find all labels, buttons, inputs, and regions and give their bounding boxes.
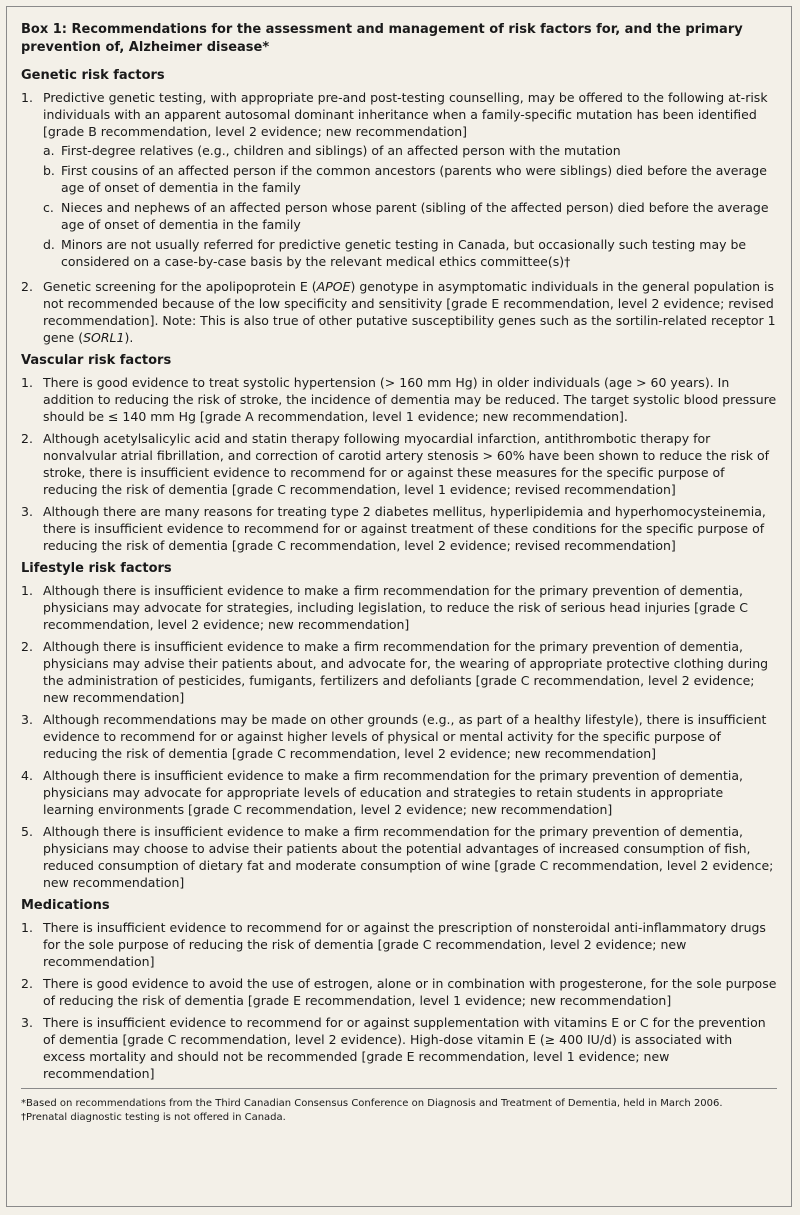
recommendation-item	[21, 823, 777, 891]
item-number: 1.	[21, 920, 33, 935]
item-text	[43, 89, 777, 273]
sub-list	[43, 142, 777, 270]
item-body: Although there is insufficient evidence to make a firm recommendation for the primary prevention of dementia, physicians may advise their patients about, and advocate for, the wearing of appropriate protective clothing during the administration of pesticides, fumigants, fertilizers and defoliants [grade C recommendation, level 2 evidence; new recommendation]	[43, 639, 769, 705]
item-text	[43, 374, 777, 425]
item-number: 5.	[21, 824, 33, 839]
recommendation-item	[21, 975, 777, 1009]
item-body: There is good evidence to avoid the use of estrogen, alone or in combination with progesterone, for the sole purpose of reducing the risk of dementia [grade E recommendation, level 1 evidence; new recommendation]	[43, 976, 777, 1008]
item-number: 3.	[21, 504, 33, 519]
sub-item	[43, 199, 777, 233]
section-heading: Genetic risk factors	[21, 68, 165, 83]
item-number: 2.	[21, 976, 33, 991]
sub-item	[43, 162, 777, 196]
gene-name: SORL1	[83, 330, 125, 345]
item-body: Although there are many reasons for treating type 2 diabetes mellitus, hyperlipidemia and hyperhomocysteinemia, there is insufficient evidence to recommend for or against treatment of these conditions for the specific purpose of reducing the risk of dementia [grade C recommendation, level 2 evidence; revised recommendation]	[43, 504, 766, 553]
recommendation-item	[21, 919, 777, 970]
item-body: Although there is insufficient evidence to make a firm recommendation for the primary prevention of dementia, physicians may advocate for appropriate levels of education and strategies to retain students in appropriate learning environments [grade C recommendation, level 2 evidence; new recommendation]	[43, 768, 743, 817]
item-text	[43, 1014, 777, 1082]
item-number: 1.	[21, 375, 33, 390]
recommendation-item	[21, 638, 777, 706]
item-number: 1.	[21, 583, 33, 598]
section	[21, 352, 777, 554]
item-body: Although acetylsalicylic acid and statin therapy following myocardial infarction, antithrombotic therapy for nonvalvular atrial fibrillation, and correction of carotid artery stenosis > 60% have been shown to reduce the risk of stroke, there is insufficient evidence to recommend for or against these measures for the specific purpose of reducing the risk of dementia [grade C recommendation, level 1 evidence; revised recommendation]	[43, 431, 770, 497]
item-body: Although there is insufficient evidence to make a firm recommendation for the primary prevention of dementia, physicians may choose to advise their patients about the potential advantages of increased consumption of fish, reduced consumption of dietary fat and moderate consumption of wine [grade C recommendation, level 2 evidence; new recommendation]	[43, 824, 774, 890]
sub-item-text: Minors are not usually referred for predictive genetic testing in Canada, but occasionally such testing may be considered on a case-by-case basis by the relevant medical ethics committee(s)†	[61, 237, 747, 269]
section	[21, 67, 777, 346]
item-body: There is insufficient evidence to recommend for or against supplementation with vitamins E or C for the prevention of dementia [grade C recommendation, level 2 evidence). High-dose vitamin E (≥ 400 IU/d) is associated with excess mortality and should not be recommended [grade E recommendation, level 1 evidence; new recommendation]	[43, 1015, 766, 1081]
footnote: †Prenatal diagnostic testing is not offered in Canada.	[21, 1111, 286, 1123]
footnote: *Based on recommendations from the Third Canadian Consensus Conference on Diagnosis and Treatment of Dementia, held in March 2006.	[21, 1098, 723, 1109]
section-heading: Vascular risk factors	[21, 353, 172, 368]
recommendation-item	[21, 711, 777, 762]
text-run: ) genotype in asymptomatic individuals in the general population is not recommended because of the low specificity and sensitivity [grade E recommendation, level 2 evidence; revised recommendation]. Note: This is also true of other putative susceptibility genes such as the sortilin-related receptor 1 gene (	[43, 279, 776, 345]
recommendation-item	[21, 767, 777, 818]
item-text	[43, 582, 777, 633]
sub-item	[43, 236, 777, 270]
recommendations-box	[6, 6, 792, 1207]
item-text	[43, 278, 777, 346]
text-run: ).	[124, 330, 134, 345]
item-number: 4.	[21, 768, 33, 783]
recommendation-item	[21, 503, 777, 554]
section	[21, 897, 777, 1082]
item-number: 1.	[21, 90, 33, 105]
item-text	[43, 975, 777, 1009]
item-body: There is insufficient evidence to recommend for or against the prescription of nonsteroidal anti-inflammatory drugs for the sole purpose of reducing the risk of dementia [grade C recommendation, level 2 evidence; new recommendation]	[43, 920, 766, 969]
item-number: 2.	[21, 431, 33, 446]
recommendation-item	[21, 278, 777, 346]
sub-item-letter: b.	[43, 163, 55, 178]
text-run: Genetic screening for the apolipoprotein E (	[43, 279, 317, 294]
item-number: 2.	[21, 639, 33, 654]
item-body: There is good evidence to treat systolic hypertension (> 160 mm Hg) in older individuals (age > 60 years). In addition to reducing the risk of stroke, the incidence of dementia may be reduced. The target systolic blood pressure should be ≤ 140 mm Hg [grade A recommendation, level 1 evidence; new recommendation].	[43, 375, 777, 424]
sub-item	[43, 142, 777, 159]
sub-item-text: First cousins of an affected person if the common ancestors (parents who were siblings) died before the average age of onset of dementia in the family	[61, 163, 767, 195]
footnotes	[21, 1088, 777, 1124]
recommendation-item	[21, 582, 777, 633]
item-number: 2.	[21, 279, 33, 294]
item-body: Predictive genetic testing, with appropriate pre-and post-testing counselling, may be offered to the following at-risk individuals with an apparent autosomal dominant inheritance when a family-specific mutation has been identified [grade B recommendation, level 2 evidence; new recommendation]	[43, 90, 768, 139]
gene-name: APOE	[316, 279, 351, 294]
sub-item-text: Nieces and nephews of an affected person whose parent (sibling of the affected person) died before the average age of onset of dementia in the family	[61, 200, 769, 232]
recommendation-item	[21, 430, 777, 498]
sections-container	[21, 67, 777, 1082]
box-title: Box 1: Recommendations for the assessment and management of risk factors for, and the primary prevention of, Alzheimer disease*	[21, 22, 743, 55]
item-body: Although there is insufficient evidence to make a firm recommendation for the primary prevention of dementia, physicians may advocate for strategies, including legislation, to reduce the risk of serious head injuries [grade C recommendation, level 2 evidence; new recommendation]	[43, 583, 749, 632]
recommendation-item	[21, 89, 777, 273]
item-text	[43, 503, 777, 554]
sub-item-letter: c.	[43, 200, 54, 215]
item-text	[43, 919, 777, 970]
item-text	[43, 711, 777, 762]
section-heading: Lifestyle risk factors	[21, 561, 172, 576]
section-heading: Medications	[21, 898, 110, 913]
sub-item-letter: a.	[43, 143, 55, 158]
item-text	[43, 430, 777, 498]
item-number: 3.	[21, 712, 33, 727]
sub-item-letter: d.	[43, 237, 55, 252]
recommendation-item	[21, 1014, 777, 1082]
recommendation-item	[21, 374, 777, 425]
item-text	[43, 638, 777, 706]
item-number: 3.	[21, 1015, 33, 1030]
item-body: Although recommendations may be made on other grounds (e.g., as part of a healthy lifestyle), there is insufficient evidence to recommend for or against higher levels of physical or mental activity for the specific purpose of reducing the risk of dementia [grade C recommendation, level 2 evidence; new recommendation]	[43, 712, 767, 761]
item-text	[43, 767, 777, 818]
sub-item-text: First-degree relatives (e.g., children and siblings) of an affected person with the mutation	[61, 143, 621, 158]
section	[21, 560, 777, 891]
item-text	[43, 823, 777, 891]
